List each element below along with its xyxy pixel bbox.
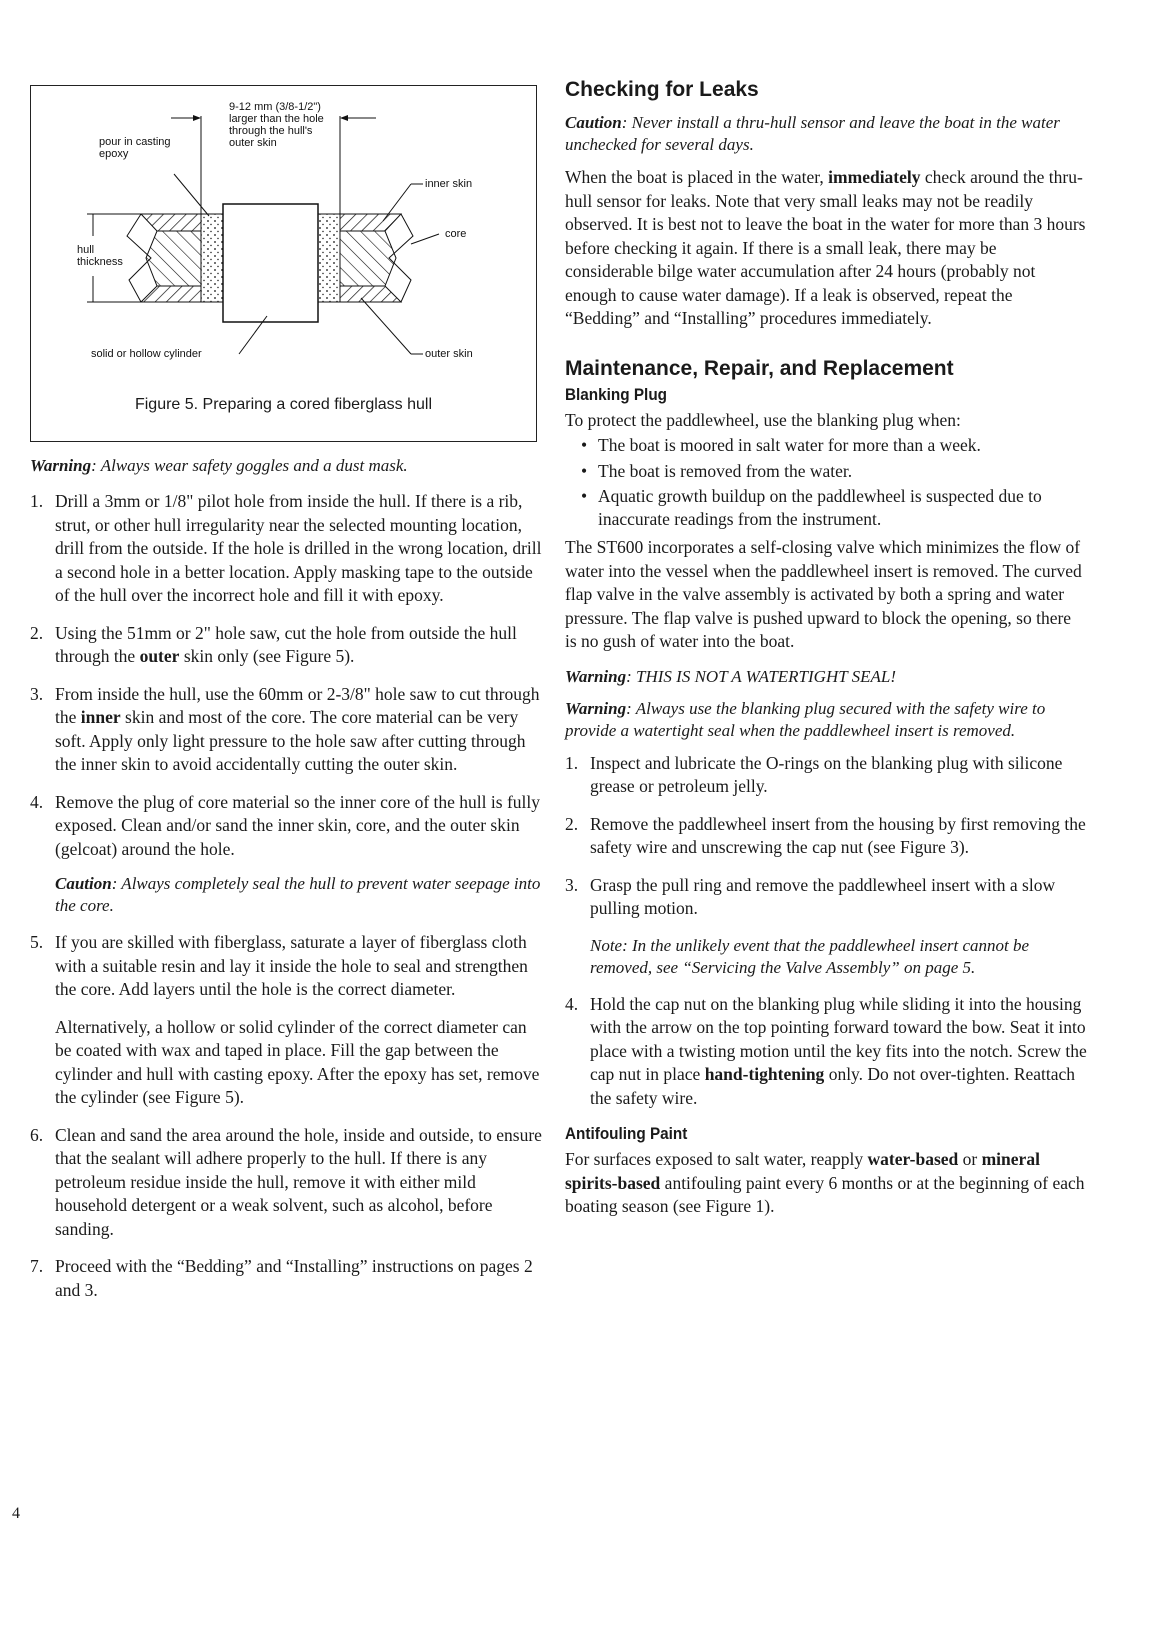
bullet-item: • The boat is removed from the water.	[565, 460, 1087, 483]
page-number: 4	[12, 1505, 20, 1522]
step-3: 3. From inside the hull, use the 60mm or 2-3/8" hole saw to cut through the inner skin and most of the core. The core material can be very soft. Apply only light pressure to the hole saw after cutting through the inner skin to avoid accidentally cutting the outer skin.	[30, 683, 540, 774]
step-1: 1. Inspect and lubricate the O-rings on the blanking plug with silicone grease or petroleum jelly.	[565, 752, 1063, 796]
inner-skin-left	[141, 214, 201, 231]
step-6: 6. Clean and sand the area around the hole, inside and outside, to ensure that the sealant will adhere properly to the hull. If there is any petroleum residue inside the hull, remove it with either mild household detergent or a weak solvent, such as alcohol, before sanding.	[30, 1124, 542, 1239]
label-pour: pour in casting epoxy	[99, 136, 171, 160]
caution-leaks: Caution: Never install a thru-hull sensor and leave the boat in the water unchecked for several days.	[565, 113, 1060, 154]
label-cylinder: solid or hollow cylinder	[91, 348, 202, 360]
heading-blanking-plug: Blanking Plug	[565, 384, 668, 404]
valve-para: The ST600 incorporates a self-closing valve which minimizes the flow of water into the vessel when the paddlewheel insert is removed. The curved flap valve in the valve assembly is activated by both a spring and water pressure. The flap valve is pushed upward to block the opening, so there is no gush of water into the boat.	[565, 537, 1082, 651]
heading-maintenance: Maintenance, Repair, and Replacement	[565, 356, 954, 380]
bullet-item: • Aquatic growth buildup on the paddlewheel is suspected due to inaccurate readings from the instrument.	[565, 485, 1087, 530]
step-2: 2. Remove the paddlewheel insert from the housing by first removing the safety wire and unscrewing the cap nut (see Figure 3).	[565, 813, 1086, 857]
blanking-bullets	[565, 434, 1087, 530]
cylinder	[223, 204, 318, 322]
step-7: 7. Proceed with the “Bedding” and “Installing” instructions on pages 2 and 3.	[30, 1256, 533, 1300]
step-3: 3. Grasp the pull ring and remove the paddlewheel insert with a slow pulling motion.	[565, 874, 1056, 918]
heading-leaks: Checking for Leaks	[565, 78, 759, 101]
blanking-intro: To protect the paddlewheel, use the blanking plug when:	[565, 409, 961, 430]
alternative-para: Alternatively, a hollow or solid cylinder of the correct diameter can be coated with wax and taped in place. Fill the gap between the cylinder and hull with casting epoxy. After the epoxy has set, remove the cylinder (see Figure 5).	[55, 1016, 540, 1107]
caution-seal: Caution: Always completely seal the hull to prevent water seepage into the core.	[55, 874, 541, 915]
label-dimension: 9-12 mm (3/8-1/2") larger than the hole through the hull's outer skin	[229, 101, 324, 149]
figure-5	[30, 85, 537, 442]
step-2: 2. Using the 51mm or 2" hole saw, cut the hole from outside the hull through the outer skin only (see Figure 5).	[30, 622, 517, 666]
bullet-item: • The boat is moored in salt water for more than a week.	[565, 434, 1087, 457]
warning-not-watertight: Warning: THIS IS NOT A WATERTIGHT SEAL!	[565, 666, 897, 686]
core-right	[340, 231, 396, 286]
leaks-body: When the boat is placed in the water, immediately check around the thru-hull sensor for leaks. Note that very small leaks may not be readily observed. It is best not to leave the boat in the water for more than 3 hours before checking it again. If there is a small leak, there may be considerable bilge water accumulation after 24 hours (probably not enough to cause water damage). If a leak is observed, repeat the “Bedding” and “Installing” procedures immediately.	[565, 167, 1086, 328]
right-column	[565, 78, 1087, 1231]
warning-safety: Warning: Always wear safety goggles and a dust mask.	[30, 456, 408, 475]
label-hull-thickness: hull thickness	[77, 244, 123, 268]
epoxy-right	[318, 214, 340, 302]
core-left	[146, 231, 201, 286]
warning-safety-wire: Warning: Always use the blanking plug secured with the safety wire to provide a watertight seal when the paddlewheel insert is removed.	[565, 698, 1046, 740]
step-5: 5. If you are skilled with fiberglass, saturate a layer of fiberglass cloth with a suitable resin and lay it inside the hole to seal and strengthen the core. Add layers until the hole is the correct diameter. Alternatively, a hollow or solid cylinder of the correct diameter can be coated with wax and taped in place. Fill the gap between the cylinder and hull with casting epoxy. After the epoxy has set, remove the cylinder (see Figure 5).	[30, 931, 545, 1110]
label-core: core	[445, 228, 467, 240]
step-4: 4. Remove the plug of core material so the inner core of the hull is fully exposed. Clean and/or sand the inner skin, core, and the outer skin (gelcoat) around the hole.	[30, 791, 540, 859]
label-inner-skin: inner skin	[425, 178, 473, 190]
right-steps	[565, 752, 1087, 921]
left-steps-cont	[30, 931, 545, 1302]
left-steps	[30, 490, 545, 861]
outer-skin-left	[141, 286, 201, 302]
antifouling-body: For surfaces exposed to salt water, reapply water-based or mineral spirits-based antifouling paint every 6 months or at the beginning of each boating season (see Figure 1).	[565, 1149, 1085, 1216]
right-steps-cont	[565, 993, 1087, 1111]
note-servicing: Note: In the unlikely event that the paddlewheel insert cannot be removed, see “Servicing the Valve Assembly” on page 5.	[590, 935, 1030, 977]
outer-skin-right	[340, 286, 401, 302]
inner-skin-right	[340, 214, 401, 231]
step-4: 4. Hold the cap nut on the blanking plug while sliding it into the housing with the arrow on the top pointing forward toward the bow. Seat it into place with a twisting motion until the key fits into the notch. Screw the cap nut in place hand-tightening only. Do not over-tighten. Reattach the safety wire.	[565, 993, 1087, 1108]
step-1: 1. Drill a 3mm or 1/8" pilot hole from inside the hull. If there is a rib, strut, or other hull irregularity near the selected mounting location, drill from the outside. If the hole is drilled in the wrong location, drill a second hole in a better location. Apply masking tape to the outside of the hull over the incorrect hole and fill it with epoxy.	[30, 491, 542, 605]
label-outer-skin: outer skin	[425, 348, 473, 360]
epoxy-left	[201, 214, 223, 302]
figure-caption: Figure 5. Preparing a cored fiberglass hull	[134, 396, 433, 413]
heading-antifouling: Antifouling Paint	[565, 1124, 688, 1143]
left-column	[30, 85, 545, 1316]
